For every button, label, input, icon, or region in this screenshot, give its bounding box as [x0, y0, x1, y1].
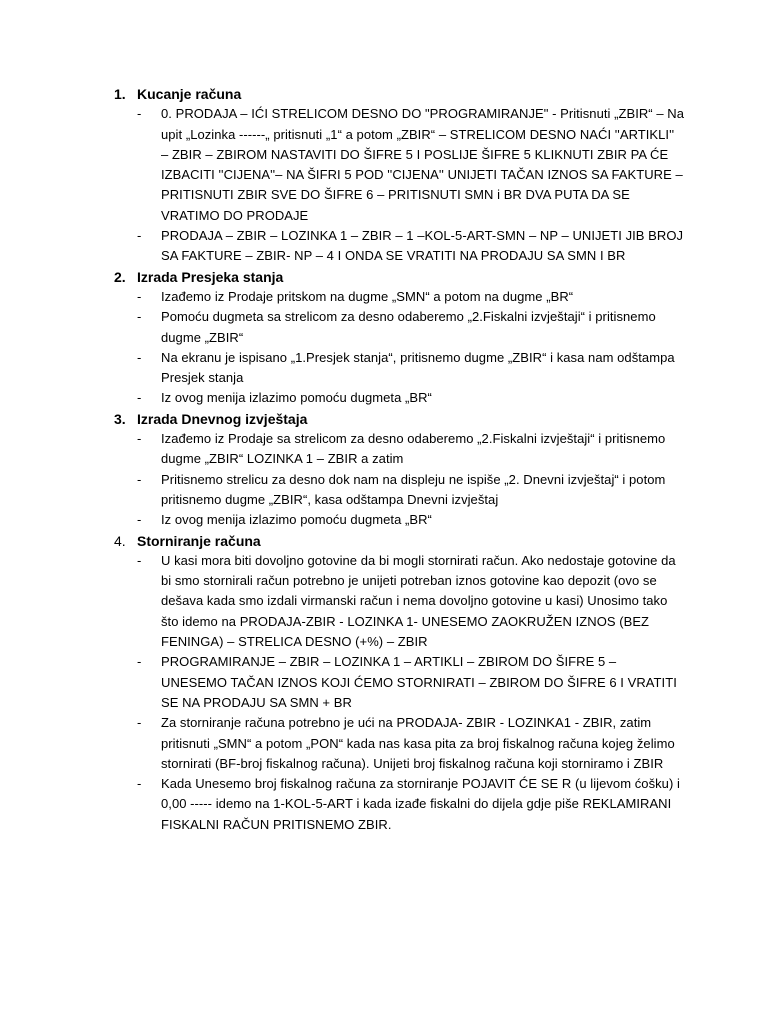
document-content: [114, 84, 684, 835]
section-title: Storniranje računa: [137, 532, 261, 549]
section-heading: [114, 409, 684, 429]
list-item-text: Kada Unesemo broj fiskalnog računa za storniranje POJAVIT ĆE SE R (u lijevom ćošku) i 0,00 ----- idemo na 1-KOL-5-ART i kada izađe fiskalni do dijela gdje piše REKLAMIRANI FISKALNI RAČUN PRITISNEMO ZBIR.: [161, 776, 680, 832]
list-item-text: Izađemo iz Prodaje sa strelicom za desno odaberemo „2.Fiskalni izvještaji“ i pritisnemo dugme „ZBIR“ LOZINKA 1 – ZBIR a zatim: [161, 431, 666, 467]
bullet-dash: -: [137, 715, 142, 731]
bullet-dash: -: [137, 431, 142, 447]
section-storniranje-racuna: [114, 531, 684, 835]
list-item-text: Za storniranje računa potrebno je ući na PRODAJA- ZBIR - LOZINKA1 - ZBIR, zatim pritisnuti „SMN“ a potom „PON“ kada nas kasa pita za broj fiskalnog računa kojeg želimo stornirati (BF-broj fiskalnog računa). Unijeti broj fiskalnog računa koji storniramo i ZBIR: [161, 715, 675, 771]
list-item: [114, 307, 684, 348]
bullet-dash: -: [137, 349, 142, 365]
section-presjek-stanja: [114, 267, 684, 409]
section-list: [114, 287, 684, 409]
section-kucanje-racuna: [114, 84, 684, 267]
section-heading: [114, 84, 684, 104]
bullet-dash: -: [137, 228, 142, 244]
list-item: [114, 429, 684, 470]
list-item-text: PRODAJA – ZBIR – LOZINKA 1 – ZBIR – 1 –KOL-5-ART-SMN – NP – UNIJETI JIB BROJ SA FAKTURE – ZBIR- NP – 4 I ONDA SE VRATITI NA PRODAJU SA SMN I BR: [161, 228, 684, 264]
list-item: [114, 774, 684, 835]
list-item-text: Na ekranu je ispisano „1.Presjek stanja“, pritisnemo dugme „ZBIR“ i kasa nam odštampa Presjek stanja: [161, 349, 675, 386]
list-item-text: U kasi mora biti dovoljno gotovine da bi mogli stornirati račun. Ako nedostaje gotovine da bi smo stornirali račun potrebno je unijeti potreban iznos gotovine kao depozit (ovo se dešava kada smo izdali virmanski račun i nema dovoljno gotovine u kasi) Unosimo tako što idemo na PRODAJA-ZBIR - LOZINKA 1- UNESEMO ZAOKRUŽEN IZNOS (BEZ FENINGA) – STRELICA DESNO (+%) – ZBIR: [161, 552, 676, 650]
list-item: [114, 287, 684, 307]
list-item-text: Pomoću dugmeta sa strelicom za desno odaberemo „2.Fiskalni izvještaji“ i pritisnemo dugme „ZBIR“: [161, 309, 656, 345]
section-title: Izrada Presjeka stanja: [137, 268, 284, 285]
list-item-text: Pritisnemo strelicu za desno dok nam na displeju ne ispiše „2. Dnevni izvještaj“ i potom pritisnemo dugme „ZBIR“, kasa odštampa Dnevni izvještaj: [161, 471, 666, 507]
list-item: [114, 104, 684, 226]
bullet-dash: -: [137, 654, 142, 670]
section-heading: [114, 531, 684, 551]
section-list: [114, 429, 684, 530]
list-item: [114, 470, 684, 511]
list-item-text: 0. PRODAJA – IĆI STRELICOM DESNO DO "PROGRAMIRANJE" - Pritisnuti „ZBIR“ – Na upit „Lozinka ------„ pritisnuti „1“ a potom „ZBIR“ – STRELICOM DESNO NAĆI ''ARTIKLI'' – ZBIR – ZBIROM NASTAVITI DO ŠIFRE 5 I POSLIJE ŠIFRE 5 KLIKNUTI ZBIR PA ĆE IZBACITI ''CIJENA''– NA ŠIFRI 5 POD ''CIJENA'' UNIJETI TAČAN IZNOS SA FAKTURE – PRITISNUTI ZBIR SVE DO ŠIFRE 6 – PRITISNUTI SMN i BR DVA PUTA DA SE VRATIMO DO PRODAJE: [161, 106, 685, 223]
section-number: 3.: [114, 410, 126, 427]
bullet-dash: -: [137, 471, 142, 487]
list-item: [114, 226, 684, 267]
list-item: [114, 348, 684, 389]
bullet-dash: -: [137, 552, 142, 568]
list-item: [114, 652, 684, 713]
section-title: Kucanje računa: [137, 86, 242, 102]
list-item: [114, 551, 684, 652]
bullet-dash: -: [137, 309, 142, 325]
section-dnevni-izvjestaj: [114, 409, 684, 531]
bullet-dash: -: [137, 288, 142, 304]
bullet-dash: -: [137, 512, 142, 528]
list-item-text: PROGRAMIRANJE – ZBIR – LOZINKA 1 – ARTIKLI – ZBIROM DO ŠIFRE 5 – UNESEMO TAČAN IZNOS KOJI ĆEMO STORNIRATI – ZBIROM DO ŠIFRE 6 I VRATITI SE NA PRODAJU SA SMN + BR: [161, 654, 677, 710]
list-item: [114, 388, 684, 408]
section-list: [114, 551, 684, 835]
list-item: [114, 713, 684, 774]
bullet-dash: -: [137, 390, 142, 406]
section-number: 1.: [114, 86, 126, 102]
bullet-dash: -: [137, 776, 142, 792]
list-item-text: Iz ovog menija izlazimo pomoću dugmeta „BR“: [161, 512, 432, 528]
section-number: 4.: [114, 532, 126, 549]
list-item-text: Iz ovog menija izlazimo pomoću dugmeta „BR“: [161, 390, 432, 406]
section-list: [114, 104, 684, 266]
section-heading: [114, 267, 684, 287]
section-number: 2.: [114, 268, 126, 285]
section-title: Izrada Dnevnog izvještaja: [137, 410, 308, 427]
bullet-dash: -: [137, 106, 142, 122]
list-item: [114, 510, 684, 530]
list-item-text: Izađemo iz Prodaje pritskom na dugme „SMN“ a potom na dugme „BR“: [161, 288, 574, 304]
